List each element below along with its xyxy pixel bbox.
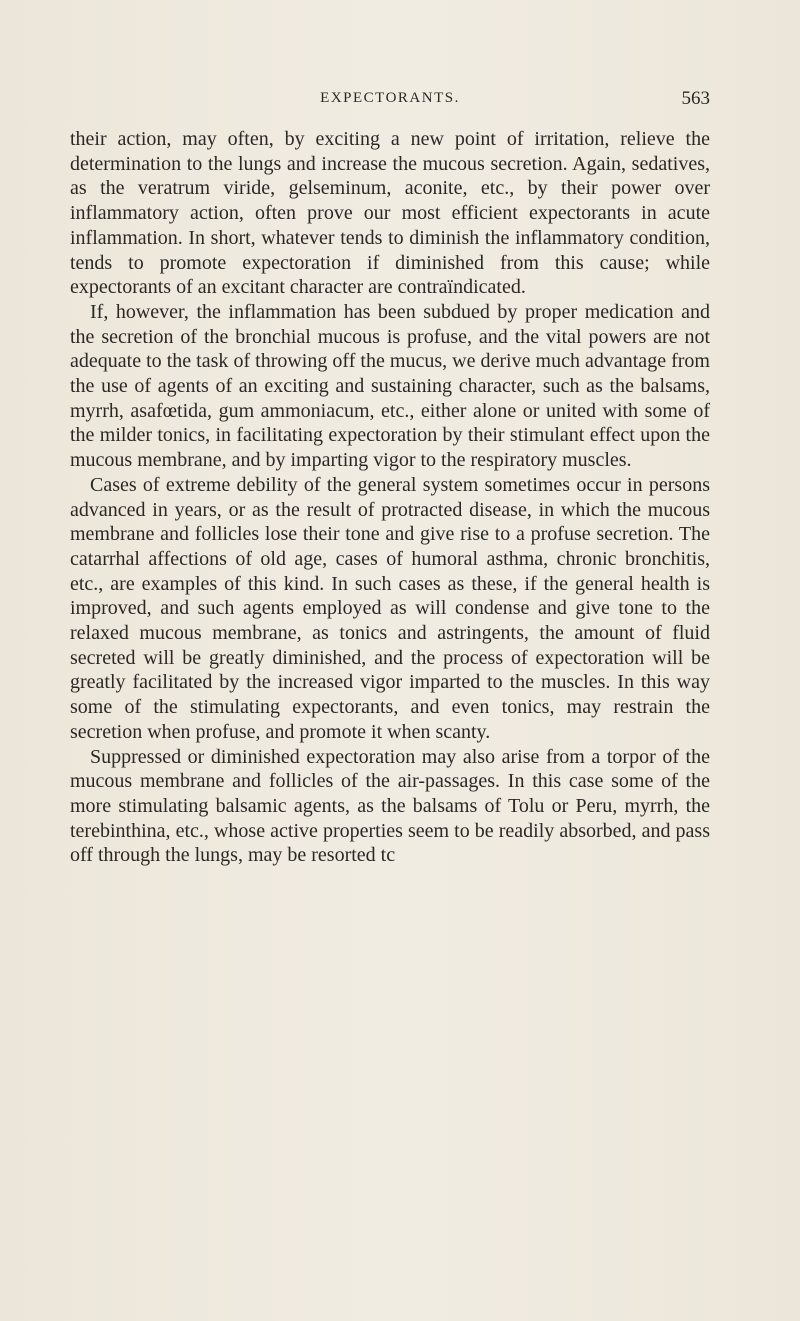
paragraph: Cases of extreme debility of the general system sometimes occur in persons advanced in years, or as the result of protracted disease, in which the mucous membrane and follicles lose their tone and give rise to a profuse secretion. The catarrhal affections of old age, cases of humoral asthma, chronic bronchitis, etc., are examples of this kind. In such cases as these, if the general health is improved, and such agents employed as will condense and give tone to the relaxed mucous membrane, as tonics and astringents, the amount of fluid secreted will be greatly diminished, and the process of expectoration will be greatly facilitated by the increased vigor imparted to the muscles. In this way some of the stimulating expectorants, and even tonics, may restrain the secretion when profuse, and promote it when scanty.: [70, 473, 710, 743]
paragraph: their action, may often, by exciting a new point of irritation, relieve the determination to the lungs and increase the mucous secretion. Again, sedatives, as the veratrum viride, gelseminum, aconite, etc., by their power over inflammatory action, often prove our most efficient expectorants in acute inflammation. In short, whatever tends to diminish the inflammatory condition, tends to promote expectoration if diminished from this cause; while expectorants of an excitant character are contraïndicated.: [70, 128, 710, 299]
running-head: [70, 90, 710, 116]
body-text: [70, 127, 710, 868]
running-title: EXPECTORANTS.: [320, 90, 460, 106]
paragraph: If, however, the inflammation has been subdued by proper medication and the secretion of the bronchial mucous is profuse, and the vital powers are not adequate to the task of throwing off the mucus, we derive much advantage from the use of agents of an exciting and sustaining character, such as the balsams, myrrh, asafœtida, gum ammoniacum, etc., either alone or united with some of the milder tonics, in facilitating expectoration by their stimulant effect upon the mucous membrane, and by imparting vigor to the respiratory muscles.: [70, 300, 710, 472]
paragraph: Suppressed or diminished expectoration may also arise from a torpor of the mucous membrane and follicles of the air-passages. In this case some of the more stimulating balsamic agents, as the balsams of Tolu or Peru, myrrh, the terebinthina, etc., whose active properties seem to be readily absorbed, and pass off through the lungs, may be resorted tc: [70, 745, 710, 867]
page-number: 563: [681, 88, 710, 109]
